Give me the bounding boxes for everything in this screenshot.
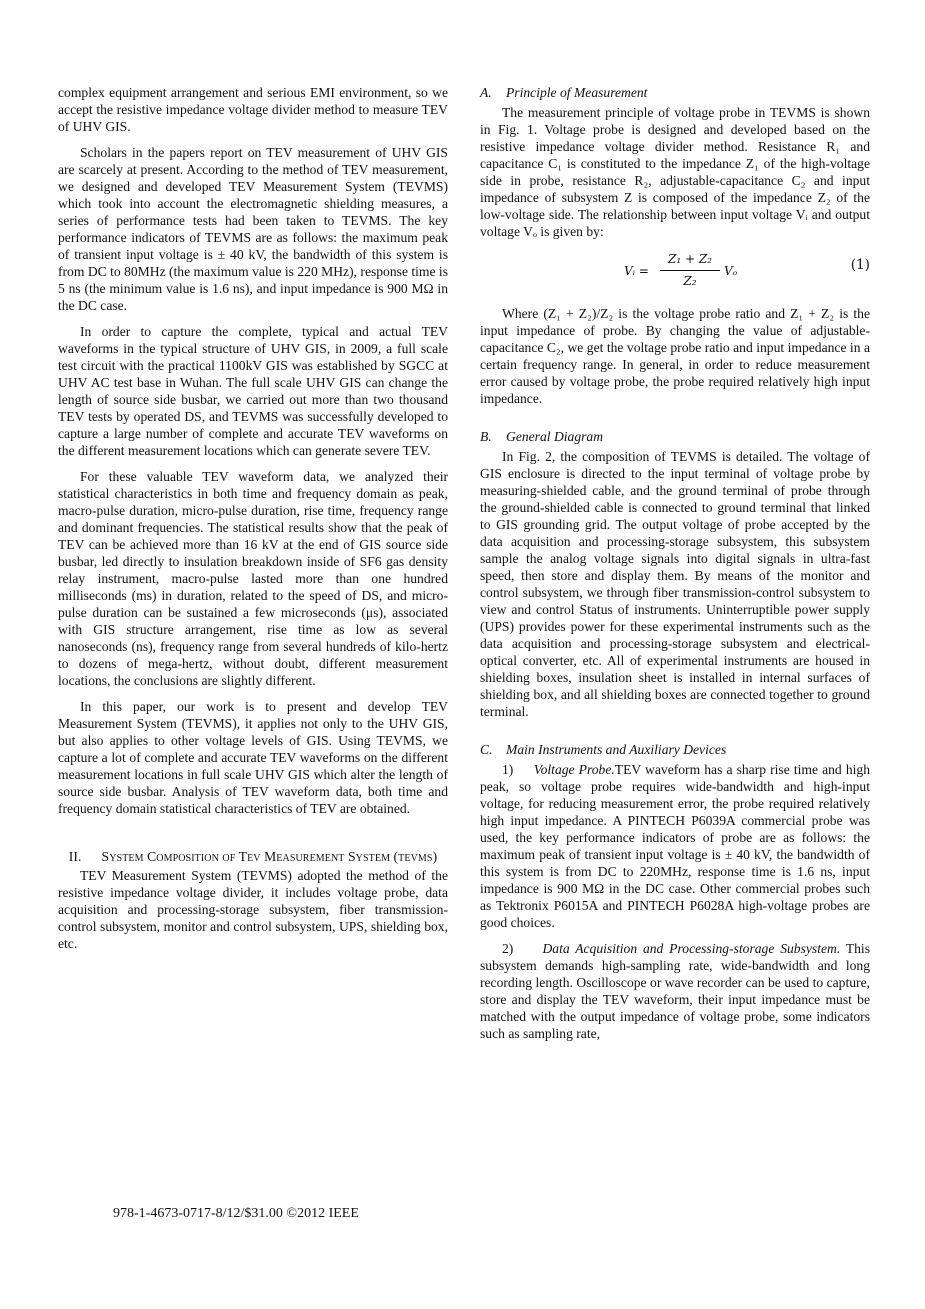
subsection-title: General Diagram (506, 429, 604, 444)
equation-1 (480, 249, 870, 295)
subsection-heading-b (480, 428, 870, 445)
spacer (480, 729, 870, 741)
item-text: This subsystem demands high-sampling rate, wide-bandwidth and long recording length. Oscilloscope or wave recorder can be used to capture, store and display the TEV waveform, their input impedance must be matched with the output impedance of voltage probe, some indicators such as sampling rate, (480, 941, 870, 1041)
item-label: 1) (502, 762, 514, 777)
spacer (480, 416, 870, 428)
equation-denominator: Z₂ (683, 274, 697, 288)
equation-fraction (660, 251, 720, 290)
subsection-label: A. (480, 85, 492, 100)
subsection-heading-c (480, 741, 870, 758)
paragraph: complex equipment arrangement and serious EMI environment, so we accept the resistive impedance voltage divider method to measure TEV of UHV GIS. (58, 85, 448, 134)
equation-numerator: Z₁ + Z₂ (660, 251, 720, 271)
section-heading (58, 848, 448, 865)
item-title: Voltage Probe. (533, 762, 615, 777)
subsection-title: Principle of Measurement (506, 85, 648, 100)
subsection-label: C. (480, 742, 493, 757)
paragraph: The measurement principle of voltage probe in TEVMS is shown in Fig. 1. Voltage probe is designed and developed based on the resistive impedance voltage divider method. Resistance R₁ and capacitance C₁ is constituted to the impedance Z₁ of the high-voltage side in probe, resistance R₂, adjustable-capacitance C₂ and input impedance of subsystem Z is composed of the impedance Z₂ of the low-voltage side. The relationship between input voltage Vᵢ and output voltage Vₒ is given by: (480, 105, 870, 239)
paragraph: Scholars in the papers report on TEV measurement of UHV GIS are scarcely at present. According to the method of TEV measurement, we designed and developed TEV Measurement System (TEVMS) which took into account the electromagnetic shielding measures, a series of performance tests had been taken to TEVMS. The key performance indicators of TEVMS are as follows: the maximum peak of transient input voltage is ± 40 kV, the bandwidth of this system is from DC to 80MHz (the maximum value is 220 MHz), response time is 5 ns (the minimum value is 1.6 ns), and input impedance is 900 MΩ in the DC case. (58, 145, 449, 313)
right-column (480, 84, 870, 1051)
paragraph: In Fig. 2, the composition of TEVMS is detailed. The voltage of GIS enclosure is directed to the input terminal of voltage probe by measuring-shielded cable, and the ground terminal of probe through the ground-shielded cable is connected to ground terminal that linked to GIS grounding grid. The output voltage of probe accepted by the data acquisition and processing-storage subsystem, this subsystem sample the analog voltage signals into digital signals in ultra-fast speed, then store and display them. By means of the monitor and control subsystem, we through fiber transmission-control subsystem to view and control Status of instruments. Uninterruptible power supply (UPS) provides power for these experimental instruments such as the data acquisition and processing-storage subsystem and electrical-optical converter, etc. All of experimental instruments are housed in shielding boxes, insulation sheet is installed in internal surfaces of shielding box, and all shielding boxes are connected together to ground terminal. (480, 449, 870, 719)
copyright-footer: 978-1-4673-0717-8/12/$31.00 ©2012 IEEE (113, 1206, 359, 1221)
paragraph-item-2 (480, 940, 870, 1042)
spacer (58, 826, 448, 838)
paragraph: For these valuable TEV waveform data, we analyzed their statistical characteristics in both time and frequency domain as peak, macro-pulse duration, micro-pulse duration, rise time, frequency range and dominant frequencies. The statistical results show that the peak of TEV can be achieved more than 16 kV at the end of GIS source side busbar, led directly to insulation breakdown inside of SF6 gas density relay instrument, macro-pulse lasted more than one hundred milliseconds (ms) in duration, related to the speed of DS, and micro-pulse duration can be sustained a few microseconds (μs), associated with GIS structure arrangement, rise time as low as several nanoseconds (ns), frequency range from several hundreds of kilo-hertz to dozens of mega-hertz, without doubt, different measurement locations, the conclusions are slightly different. (58, 469, 448, 688)
item-label: 2) (502, 941, 514, 956)
equation-lhs: Vᵢ = (624, 264, 649, 278)
item-text: TEV waveform has a sharp rise time and high peak, so voltage probe requires wide-bandwidth and high-input voltage, for reducing measurement error, the probe required relatively high input impedance. A PINTECH P6039A commercial probe was used, the key performance indicators of probe are as follows: the maximum peak of transient input voltage is ± 40 kV, the bandwidth of this system is from DC to 220MHz, response time is 1.6 ns, input impedance is 900 MΩ in the DC case. Other commercial probes such as Tektronix P6015A and PINTECH P6028A high-voltage probes are good choices. (480, 762, 870, 930)
subsection-label: B. (480, 429, 492, 444)
paragraph: Where (Z₁ + Z₂)/Z₂ is the voltage probe ratio and Z₁ + Z₂ is the input impedance of probe. By changing the value of adjustable-capacitance C₂, we get the voltage probe ratio and input impedance in a certain frequency range. In general, in order to reduce measurement error caused by voltage probe, the probe required relatively high input impedance. (480, 306, 870, 406)
paragraph: In order to capture the complete, typical and actual TEV waveforms in the typical structure of UHV GIS, in 2009, a full scale test circuit with the practical 1100kV GIS was established by SGCC at UHV AC test base in Wuhan. The full scale UHV GIS can change the length of source side busbar, we carried out more than two thousand TEV tests by operated DS, and TEVMS was successfully developed to capture a large number of complete and accurate TEV waveforms on the different measurement locations which can generate severe TEV. (58, 324, 448, 458)
paragraph: In this paper, our work is to present and develop TEV Measurement System (TEVMS), it applies not only to the UHV GIS, but also applies to other voltage levels of GIS. Using TEVMS, we capture a lot of complete and accurate TEV waveforms on the different measurement locations in full scale UHV GIS which alter the length of source side busbar. Analysis of TEV waveform data, both time and frequency domain statistical characteristics of TEV are obtained. (58, 699, 448, 816)
paragraph: TEV Measurement System (TEVMS) adopted the method of the resistive impedance voltage divider, it includes voltage probe, data acquisition and processing-storage subsystem, fiber transmission-control subsystem, monitor and control subsystem, UPS, shielding box, etc. (58, 868, 448, 951)
item-title: Data Acquisition and Processing-storage Subsystem. (542, 941, 841, 956)
equation-rhs: Vₒ (724, 264, 738, 278)
subsection-title: Main Instruments and Auxiliary Devices (506, 742, 727, 757)
subsection-heading-a (480, 84, 870, 101)
left-column (58, 84, 448, 961)
section-number: II. (68, 849, 82, 864)
equation-number: (1) (850, 257, 870, 273)
section-title: System Composition of Tev Measurement System (tevms) (101, 849, 438, 864)
paragraph-item-1 (480, 761, 870, 931)
